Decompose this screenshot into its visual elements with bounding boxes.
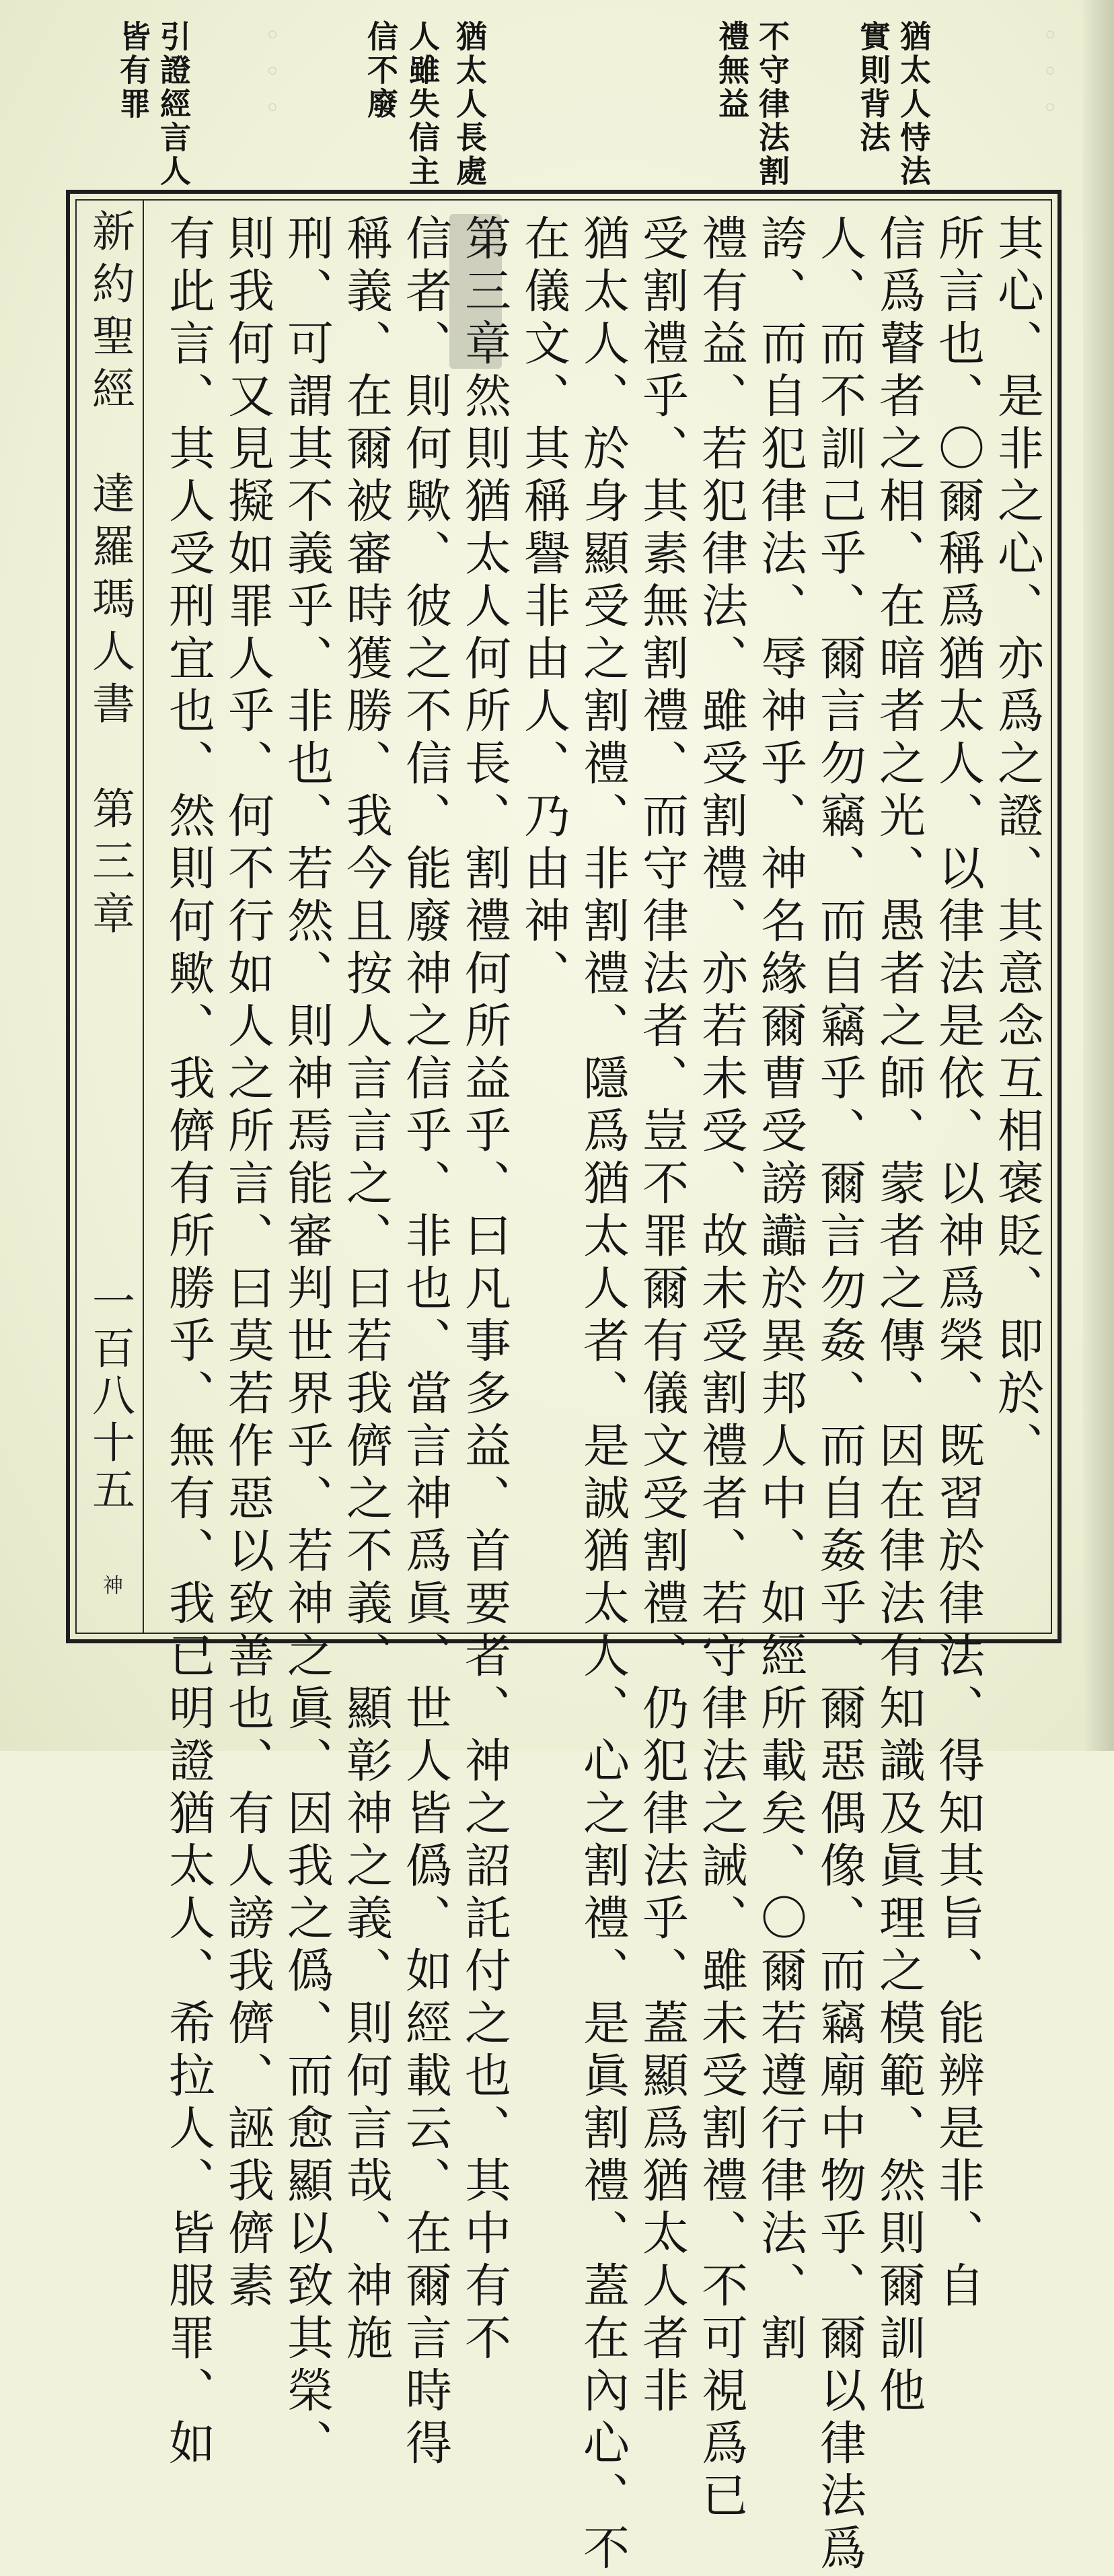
text-column: 猶太人、於身顯受之割禮、非割禮、隱爲猶太人者、是誠猶太人、心之割禮、是眞割禮、蓋在內心、不 — [575, 214, 629, 2576]
margin-note-line: 信不廢 — [363, 20, 399, 121]
page-number: 一百八十五 — [85, 1279, 135, 1514]
text-column: 信爲瞽者之相、在暗者之光、愚者之師、蒙者之傳、因在律法有知識及眞理之模範、然則爾訓他 — [871, 214, 925, 2419]
margin-note-line: 不守律法割 — [754, 20, 790, 188]
margin-note-line: 猶太人恃法 — [895, 20, 932, 188]
running-title: 新約聖經 達羅瑪人書 第三章 — [85, 209, 135, 943]
margin-note-line: 人雖失信主 — [404, 20, 441, 188]
text-column: 其心、是非之心、亦爲之證、其意念互相褒貶、即於、 — [990, 214, 1043, 1474]
chapter-heading-badge — [449, 214, 502, 369]
margin-note-line: 猶太人長處 — [451, 20, 488, 188]
text-column: 信者、則何歟、彼之不信、能廢神之信乎、非也、當言神爲眞、世人皆僞、如經載云、在爾言時得 — [398, 214, 451, 2471]
text-column: 誇、而自犯律法、辱神乎、神名緣爾曹受謗讟於異邦人中、如經所載矣、〇爾若遵行律法、割 — [753, 214, 807, 2366]
bleed-through-text: ◦◦◦ — [257, 20, 288, 129]
margin-note-line: 引證經言人 — [155, 20, 192, 188]
text-column: 人、而不訓己乎、爾言勿竊、而自竊乎、爾言勿姦、而自姦乎、爾惡偶像、而竊廟中物乎、爾以律法爲 — [812, 214, 866, 2576]
text-column: 刑、可謂其不義乎、非也、若然、則神焉能審判世界乎、若神之眞、因我之僞、而愈顯以致其榮、 — [279, 214, 333, 2471]
text-column: 稱義、在爾被審時獲勝、我今且按人言言之、曰若我儕之不義、顯彰神之義、則何言哉、神施 — [338, 214, 392, 2366]
sidebar-divider — [143, 199, 144, 1634]
text-column: 有此言、其人受刑宜也、然則何歟、我儕有所勝乎、無有、我已明證猶太人、希拉人、皆服罪、如 — [161, 214, 215, 2471]
margin-note-line: 皆有罪 — [115, 20, 151, 121]
text-column: 受割禮乎、其素無割禮、而守律法者、豈不罪爾有儀文受割禮、仍犯律法乎、蓋顯爲猶太人者非 — [634, 214, 688, 2419]
margin-note-line: 禮無益 — [714, 20, 750, 121]
text-column: 在儀文、其稱譽非由人、乃由神、 — [516, 214, 570, 1001]
text-column: 則我何又見擬如罪人乎、何不行如人之所言、曰莫若作惡以致善也、有人謗我儕、誣我儕素 — [220, 214, 274, 2314]
bleed-through-text: ◦◦◦ — [1035, 20, 1066, 129]
signature-mark: 神 — [99, 1575, 122, 1595]
book-spine-shadow — [1083, 0, 1114, 1751]
text-column: 所言也、〇爾稱爲猶太人、以律法是依、以神爲榮、既習於律法、得知其旨、能辨是非、自 — [930, 214, 984, 2314]
text-column: 第三章然則猶太人何所長、割禮何所益乎、曰凡事多益、首要者、神之詔託付之也、其中有不 — [457, 214, 511, 2366]
margin-note-line: 實則背法 — [855, 20, 891, 155]
text-column: 禮有益、若犯律法、雖受割禮、亦若未受、故未受割禮者、若守律法之誡、雖未受割禮、不可視爲已 — [694, 214, 747, 2524]
